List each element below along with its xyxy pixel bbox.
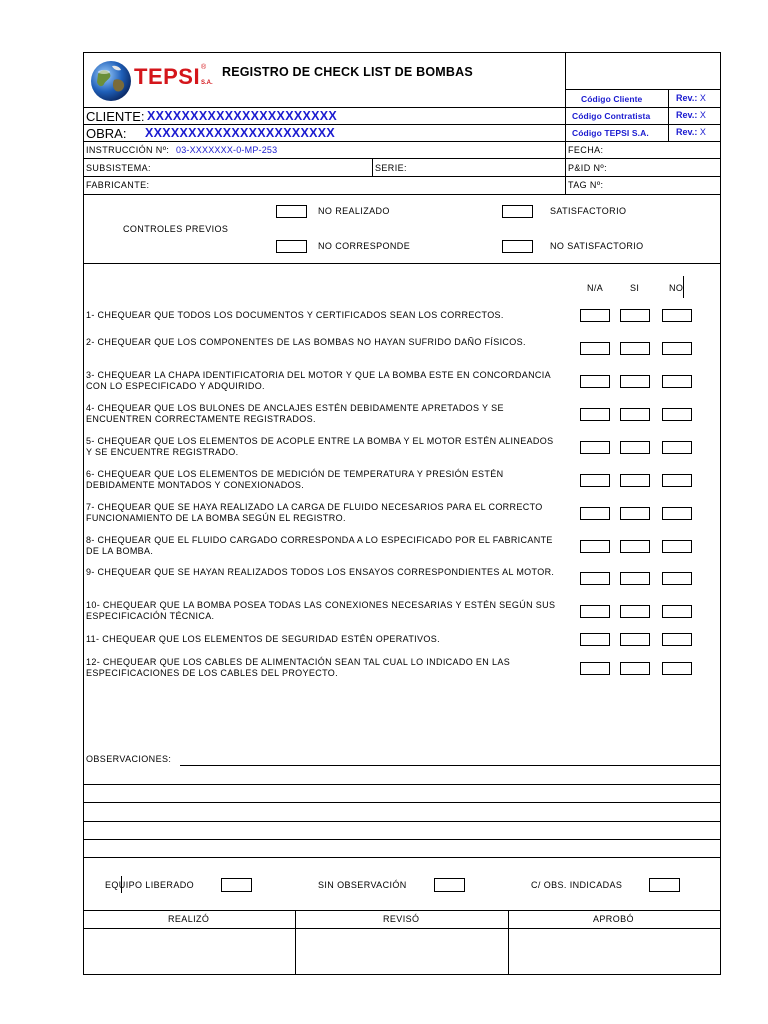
- checklist-item-9: 9- CHEQUEAR QUE SE HAYAN REALIZADOS TODOS LOS ENSAYOS CORRESPONDIENTES AL MOTOR.: [86, 567, 555, 577]
- checklist-6-no-checkbox[interactable]: [662, 474, 692, 487]
- checklist-12-no-checkbox[interactable]: [662, 662, 692, 675]
- rev-contratista: [676, 110, 706, 120]
- instruccion-value[interactable]: 03-XXXXXXX-0-MP-253: [176, 145, 278, 155]
- text-cursor: [121, 876, 122, 893]
- checklist-3-no-checkbox[interactable]: [662, 375, 692, 388]
- col-no-header: NO: [669, 283, 684, 293]
- satisfactorio-label: SATISFACTORIO: [550, 206, 627, 216]
- rev-value[interactable]: X: [699, 110, 706, 120]
- checklist-3-si-checkbox[interactable]: [620, 375, 650, 388]
- checklist-3-na-checkbox[interactable]: [580, 375, 610, 388]
- realizo-header: REALIZÓ: [168, 914, 210, 924]
- col-na-header: N/A: [587, 283, 604, 293]
- checklist-item-5: 5- CHEQUEAR QUE LOS ELEMENTOS DE ACOPLE ENTRE LA BOMBA Y EL MOTOR ESTÉN ALINEADOS Y SE ENCUENTRE REGISTRADO.: [86, 436, 554, 457]
- checklist-2-na-checkbox[interactable]: [580, 342, 610, 355]
- checklist-item-1: 1- CHEQUEAR QUE TODOS LOS DOCUMENTOS Y CERTIFICADOS SEAN LOS CORRECTOS.: [86, 310, 504, 320]
- checklist-item-2: 2- CHEQUEAR QUE LOS COMPONENTES DE LAS BOMBAS NO HAYAN SUFRIDO DAÑO FÍSICOS.: [86, 337, 526, 347]
- checklist-4-na-checkbox[interactable]: [580, 408, 610, 421]
- checklist-1-na-checkbox[interactable]: [580, 309, 610, 322]
- fabricante-label: FABRICANTE:: [86, 180, 150, 190]
- checklist-item-10: 10- CHEQUEAR QUE LA BOMBA POSEA TODAS LAS CONEXIONES NECESARIAS Y ESTÉN SEGÚN SUS ESPECIFICACIÓN TÉCNICA.: [86, 600, 556, 621]
- checklist-10-no-checkbox[interactable]: [662, 605, 692, 618]
- subsistema-label: SUBSISTEMA:: [86, 163, 151, 173]
- checklist-8-no-checkbox[interactable]: [662, 540, 692, 553]
- codigo-cliente-label: Código Cliente: [581, 94, 643, 104]
- checklist-7-no-checkbox[interactable]: [662, 507, 692, 520]
- no-satisfactorio-checkbox[interactable]: [502, 240, 533, 253]
- cliente-value[interactable]: XXXXXXXXXXXXXXXXXXXXXX: [147, 109, 338, 123]
- checklist-5-na-checkbox[interactable]: [580, 441, 610, 454]
- checklist-11-no-checkbox[interactable]: [662, 633, 692, 646]
- checklist-item-7: 7- CHEQUEAR QUE SE HAYA REALIZADO LA CARGA DE FLUIDO NECESARIOS PARA EL CORRECTO FUNCIONAMIENTO DE LA BOMBA SEGÚN EL REGISTRO.: [86, 502, 543, 523]
- rev-value[interactable]: X: [699, 93, 706, 103]
- checklist-6-na-checkbox[interactable]: [580, 474, 610, 487]
- rev-value[interactable]: X: [699, 127, 706, 137]
- aprobo-signature-field[interactable]: [509, 929, 720, 974]
- instruccion-label: INSTRUCCIÓN Nº:: [86, 145, 170, 155]
- tepsi-logo: [88, 58, 218, 104]
- checklist-9-si-checkbox[interactable]: [620, 572, 650, 585]
- cursor-mark: [683, 276, 684, 298]
- company-name: TEPSI: [134, 64, 201, 89]
- con-obs-checkbox[interactable]: [649, 878, 680, 892]
- checklist-item-12: 12- CHEQUEAR QUE LOS CABLES DE ALIMENTACIÓN SEAN TAL CUAL LO INDICADO EN LAS ESPECIFICACIONES DE LOS CABLES DEL PROYECTO.: [86, 657, 511, 678]
- checklist-item-3: 3- CHEQUEAR LA CHAPA IDENTIFICATORIA DEL MOTOR Y QUE LA BOMBA ESTE EN CONCORDANCIA CON LO ESPECIFICADO Y ADQUIRIDO.: [86, 370, 551, 391]
- equipo-liberado-checkbox[interactable]: [221, 878, 252, 892]
- rev-cliente: [676, 93, 706, 103]
- satisfactorio-checkbox[interactable]: [502, 205, 533, 218]
- tag-label: TAG Nº:: [568, 180, 604, 190]
- codigo-tepsi-label: Código TEPSI S.A.: [572, 128, 649, 138]
- checklist-10-na-checkbox[interactable]: [580, 605, 610, 618]
- company-registered-mark: ®: [201, 64, 207, 71]
- no-corresponde-checkbox[interactable]: [276, 240, 307, 253]
- globe-icon: [90, 60, 132, 102]
- obra-label: OBRA:: [86, 126, 127, 141]
- fecha-label: FECHA:: [568, 145, 604, 155]
- cliente-label: CLIENTE:: [86, 109, 145, 124]
- checklist-7-na-checkbox[interactable]: [580, 507, 610, 520]
- checklist-8-na-checkbox[interactable]: [580, 540, 610, 553]
- serie-label: SERIE:: [375, 163, 407, 173]
- company-suffix: S.A.: [201, 80, 213, 86]
- no-corresponde-label: NO CORRESPONDE: [318, 241, 411, 251]
- checklist-item-4: 4- CHEQUEAR QUE LOS BULONES DE ANCLAJES ESTÉN DEBIDAMENTE APRETADOS Y SE ENCUENTREN CORRECTAMENTE REGISTRADOS.: [86, 403, 504, 424]
- no-satisfactorio-label: NO SATISFACTORIO: [550, 241, 644, 251]
- page-title: REGISTRO DE CHECK LIST DE BOMBAS: [222, 65, 473, 79]
- checklist-12-si-checkbox[interactable]: [620, 662, 650, 675]
- checklist-12-na-checkbox[interactable]: [580, 662, 610, 675]
- checklist-item-11: 11- CHEQUEAR QUE LOS ELEMENTOS DE SEGURIDAD ESTÉN OPERATIVOS.: [86, 634, 440, 644]
- checklist-9-na-checkbox[interactable]: [580, 572, 610, 585]
- observaciones-label: OBSERVACIONES:: [86, 754, 172, 764]
- sin-observacion-label: SIN OBSERVACIÓN: [318, 880, 407, 890]
- checklist-4-si-checkbox[interactable]: [620, 408, 650, 421]
- rev-label: Rev.:: [676, 93, 698, 103]
- controles-previos-label: CONTROLES PREVIOS: [123, 224, 229, 234]
- checklist-item-6: 6- CHEQUEAR QUE LOS ELEMENTOS DE MEDICIÓN DE TEMPERATURA Y PRESIÓN ESTÉN DEBIDAMENTE MONTADOS Y CONEXIONADOS.: [86, 469, 504, 490]
- aprobo-header: APROBÓ: [593, 914, 634, 924]
- col-si-header: SI: [630, 283, 640, 293]
- checklist-item-8: 8- CHEQUEAR QUE EL FLUIDO CARGADO CORRESPONDA A LO ESPECIFICADO POR EL FABRICANTE DE LA BOMBA.: [86, 535, 553, 556]
- checklist-11-na-checkbox[interactable]: [580, 633, 610, 646]
- checklist-1-no-checkbox[interactable]: [662, 309, 692, 322]
- codigo-contratista-label: Código Contratista: [572, 111, 651, 121]
- no-realizado-checkbox[interactable]: [276, 205, 307, 218]
- checklist-7-si-checkbox[interactable]: [620, 507, 650, 520]
- checklist-5-no-checkbox[interactable]: [662, 441, 692, 454]
- checklist-6-si-checkbox[interactable]: [620, 474, 650, 487]
- checklist-11-si-checkbox[interactable]: [620, 633, 650, 646]
- checklist-2-si-checkbox[interactable]: [620, 342, 650, 355]
- checklist-5-si-checkbox[interactable]: [620, 441, 650, 454]
- rev-label: Rev.:: [676, 110, 698, 120]
- checklist-10-si-checkbox[interactable]: [620, 605, 650, 618]
- obra-value[interactable]: XXXXXXXXXXXXXXXXXXXXXX: [145, 126, 336, 140]
- rev-tepsi: [676, 127, 706, 137]
- con-obs-label: C/ OBS. INDICADAS: [531, 880, 623, 890]
- pid-label: P&ID Nº:: [568, 163, 607, 173]
- checklist-4-no-checkbox[interactable]: [662, 408, 692, 421]
- reviso-signature-field[interactable]: [296, 929, 508, 974]
- reviso-header: REVISÓ: [383, 914, 420, 924]
- rev-label: Rev.:: [676, 127, 698, 137]
- realizo-signature-field[interactable]: [84, 929, 295, 974]
- equipo-liberado-label: EQUIPO LIBERADO: [105, 880, 195, 890]
- sin-observacion-checkbox[interactable]: [434, 878, 465, 892]
- checklist-2-no-checkbox[interactable]: [662, 342, 692, 355]
- checklist-1-si-checkbox[interactable]: [620, 309, 650, 322]
- checklist-8-si-checkbox[interactable]: [620, 540, 650, 553]
- checklist-9-no-checkbox[interactable]: [662, 572, 692, 585]
- no-realizado-label: NO REALIZADO: [318, 206, 390, 216]
